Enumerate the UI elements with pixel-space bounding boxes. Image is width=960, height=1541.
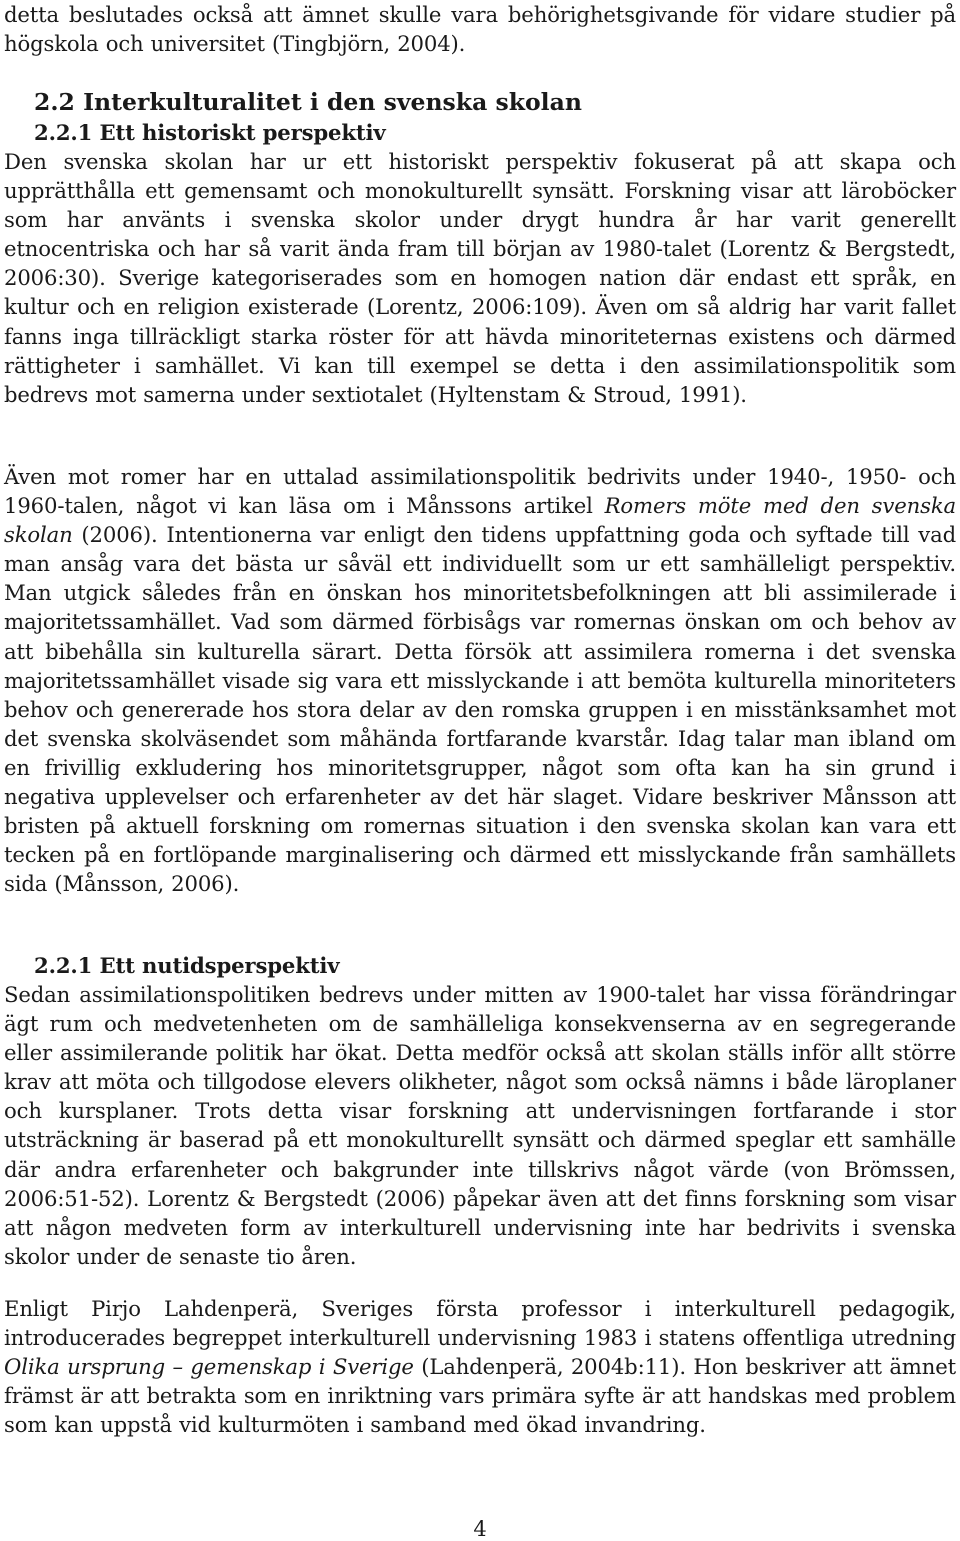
page-number: 4 (473, 1517, 487, 1541)
subsection-heading-historical: 2.2.1 Ett historiskt perspektiv (34, 120, 386, 145)
text-span: (2006). Intentionerna var enligt den tidens uppfattning goda och syftade till vad man ansåg vara det bästa ur såväl ett individuellt som ur ett samhälleligt perspektiv. Man utgick således från en önskan hos minoritetsbefolkningen att bli assimilerade i majoritetssamhället. Vad som därmed förbisågs var romernas önskan om och behov av att bibehålla sin kulturella särart. Detta försök att assimilera romerna i det svenska majoritetssamhället visade sig vara ett misslyckande i att bemöta kulturella minoriteters behov och genererade hos stora delar av den romska gruppen i en misstänksamhet mot det svenska skolväsendet som måhända fortfarande kvarstår. Idag talar man ibland om en frivillig exkludering hos minoritetsgrupper, något som ofta kan ha sin grund i negativa upplevelser och erfarenheter av det här slaget. Vidare beskriver Månsson att bristen på aktuell forskning om romernas situation i den svenska skolan kan vara ett tecken på en fortlöpande marginalisering och därmed ett misslyckande från samhällets sida (Månsson, 2006). (4, 522, 956, 897)
text-span: Även mot romer har en uttalad assimilationspolitik bedrivits under 1940-, 1950- och 1960-talen, något vi kan läsa om i Månssons artikel (4, 464, 956, 519)
document-page (4, 0, 956, 1541)
subsection-heading-contemporary: 2.2.1 Ett nutidsperspektiv (34, 953, 340, 978)
intro-paragraph: detta beslutades också att ämnet skulle vara behörighetsgivande för vidare studier på högskola och universitet (Tingbjörn, 2004). (4, 2, 956, 57)
section-heading: 2.2 Interkulturalitet i den svenska skolan (34, 88, 582, 116)
historical-paragraph-1: Den svenska skolan har ur ett historiskt perspektiv fokuserat på att skapa och upprätthålla ett gemensamt och monokulturellt synsätt. Forskning visar att läroböcker som har använts i svenska skolor under drygt hundra år har varit generellt etnocentriska och har så varit ända fram till början av 1980-talet (Lorentz & Bergstedt, 2006:30). Sverige kategoriserades som en homogen nation där endast ett språk, en kultur och en religion existerade (Lorentz, 2006:109). Även om så aldrig har varit fallet fanns inga tillräckligt starka röster för att hävda minoriteternas existens och därmed rättigheter i samhället. Vi kan till exempel se detta i den assimilationspolitik som bedrevs mot samerna under sextiotalet (Hyltenstam & Stroud, 1991). (4, 149, 956, 407)
historical-paragraph-2 (4, 462, 956, 898)
contemporary-paragraph-1: Sedan assimilationspolitiken bedrevs under mitten av 1900-talet har vissa förändringar ägt rum och medvetenheten om de samhälleliga konsekvenserna av en segregerande eller assimilerande politik har ökat. Detta medför också att skolan ställs inför allt större krav att möta och tillgodose elevers olikheter, något som också nämns i både läroplaner och kursplaner. Trots detta visar forskning att undervisningen fortfarande i stor utsträckning är baserad på ett monokulturellt synsätt och därmed speglar ett samhälle där andra erfarenheter och bakgrunder inte tillskrivs något värde (von Brömssen, 2006:51-52). Lorentz & Bergstedt (2006) påpekar även att det finns forskning som visar att någon medveten form av interkulturell undervisning inte har bedrivits i svenska skolor under de senaste tio åren. (4, 982, 956, 1269)
contemporary-paragraph-2 (4, 1294, 956, 1439)
text-span: Enligt Pirjo Lahdenperä, Sveriges första professor i interkulturell pedagogik, introducerades begreppet interkulturell undervisning 1983 i statens offentliga utredning (4, 1296, 956, 1351)
report-title: Olika ursprung – gemenskap i Sverige (4, 1354, 414, 1380)
text-span: (Lahdenperä, 2004b:11). Hon beskriver att ämnet främst är att betrakta som en inriktning vars primära syfte är att handskas med problem som kan uppstå vid kulturmöten i samband med ökad invandring. (4, 1354, 956, 1438)
article-title: Romers möte med den svenska skolan (4, 493, 956, 548)
